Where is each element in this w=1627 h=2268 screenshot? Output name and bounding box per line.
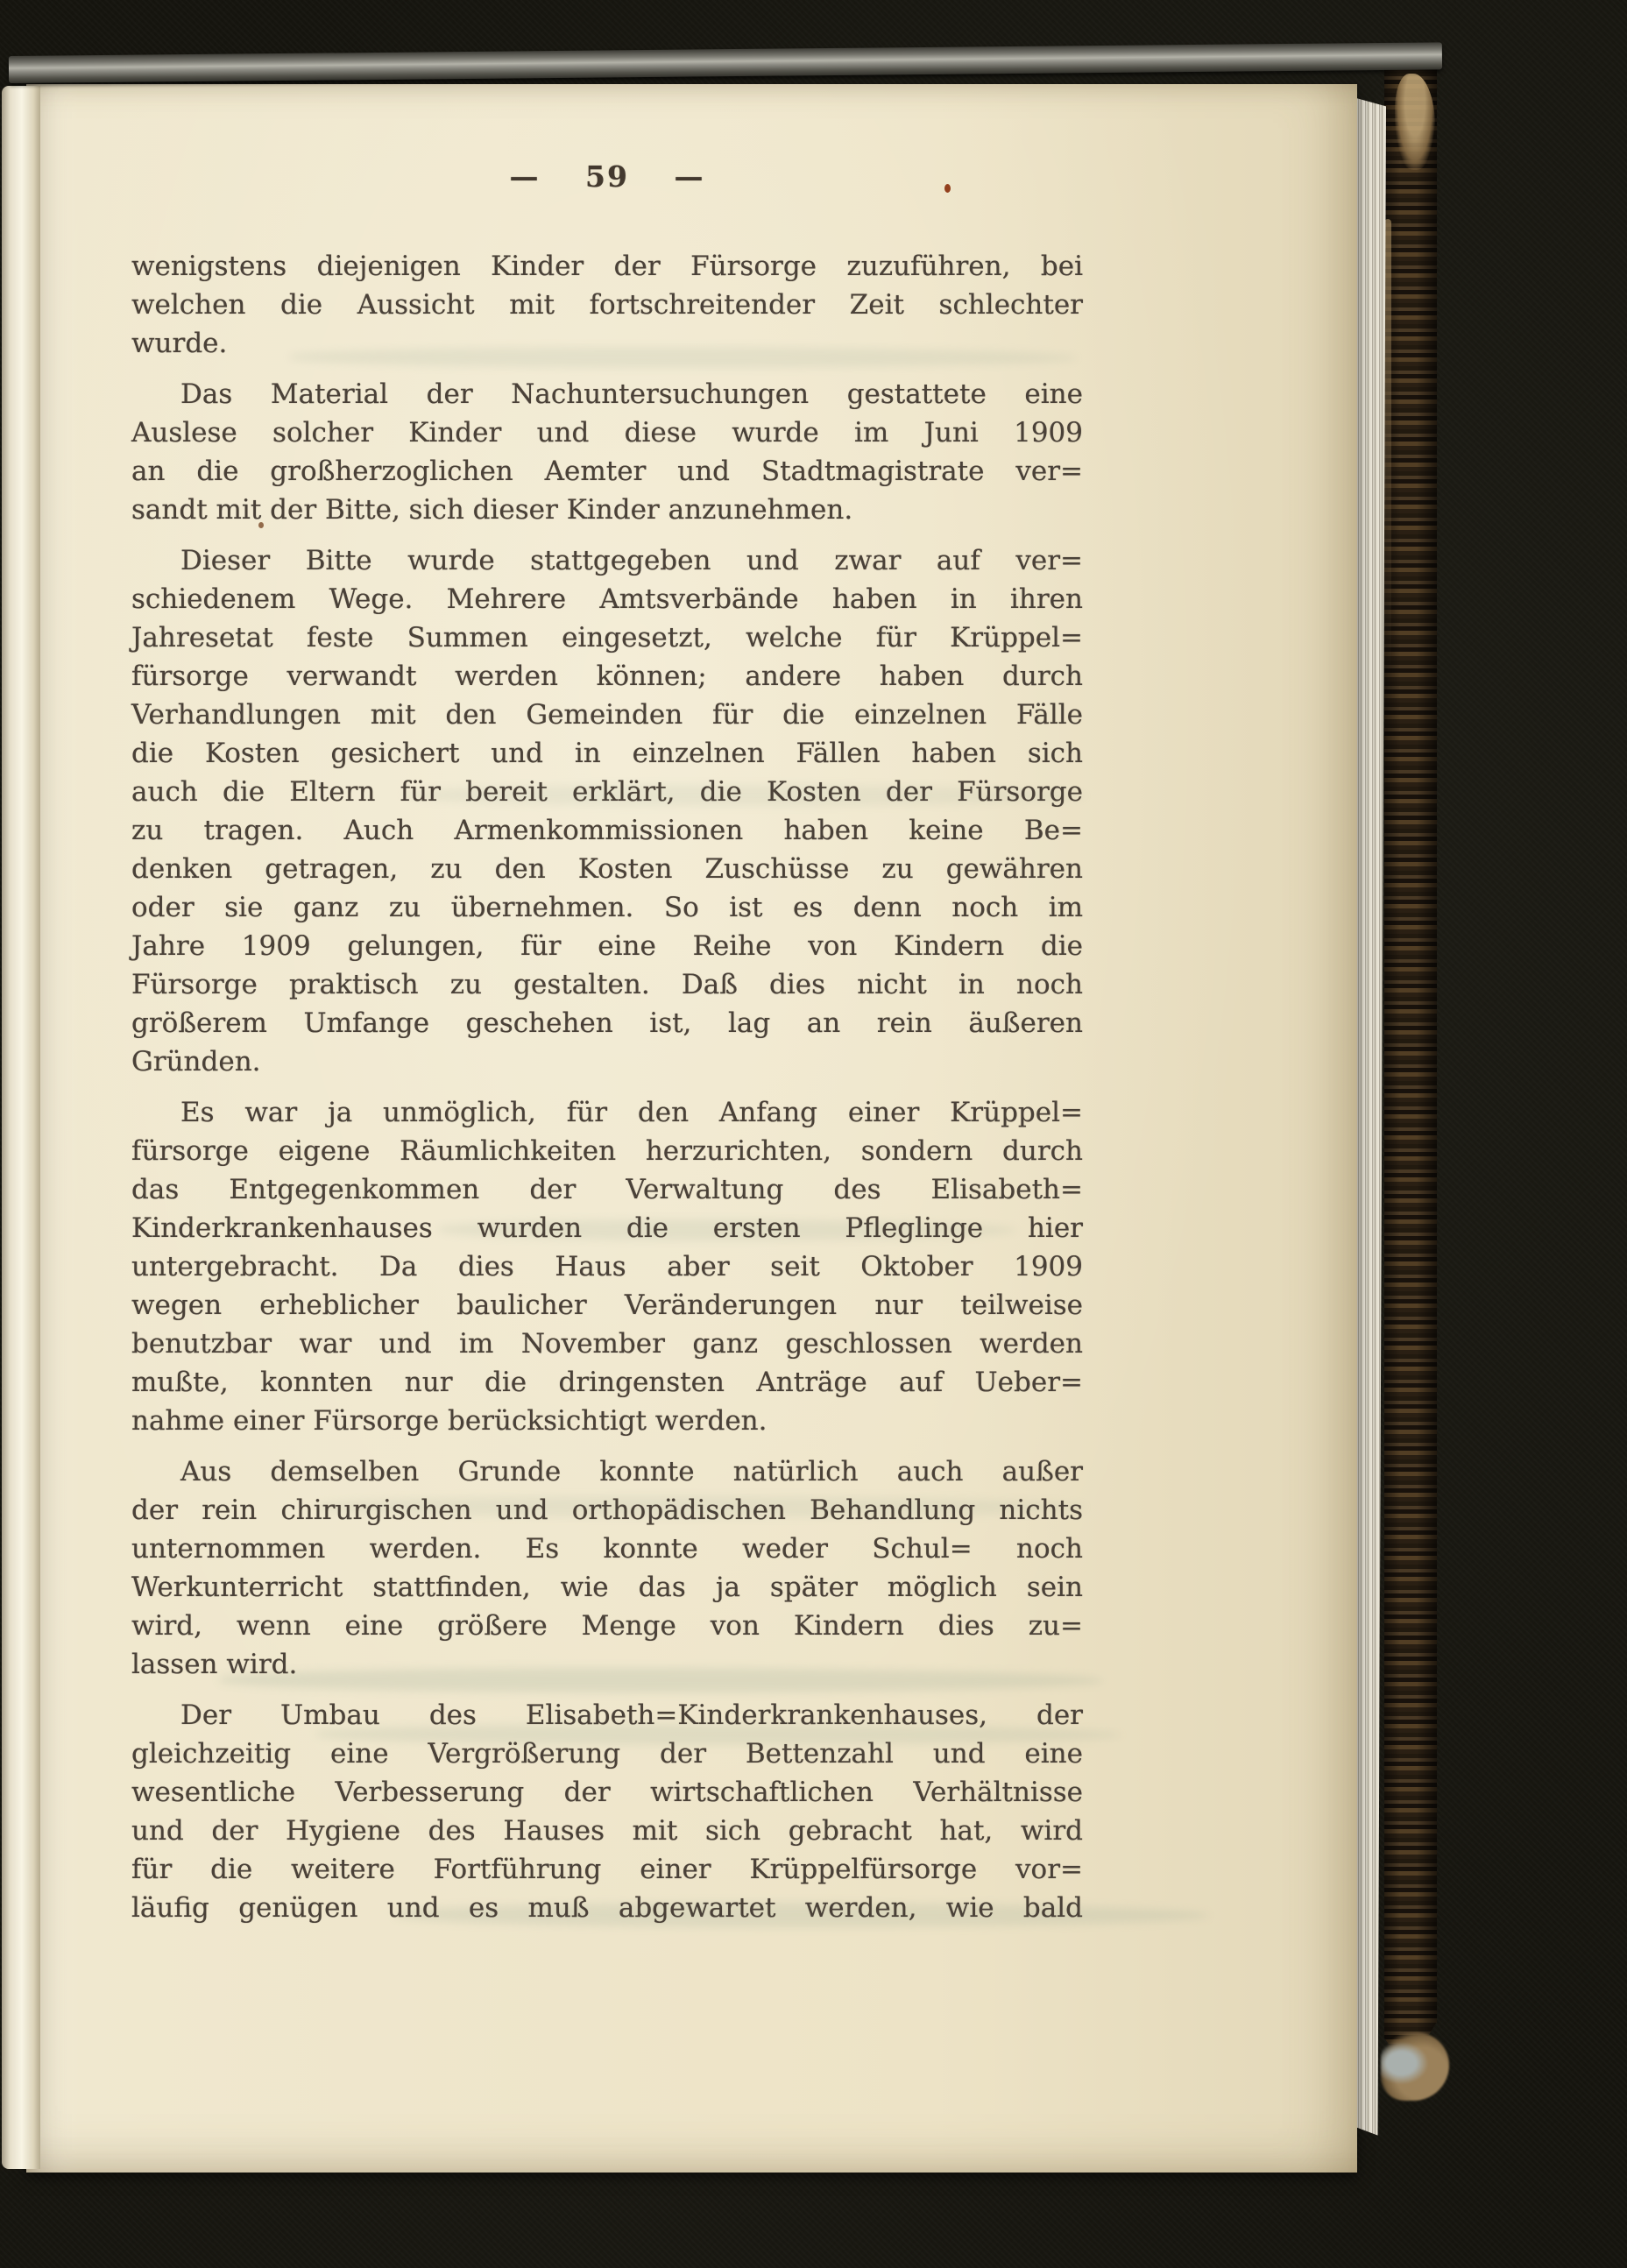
paragraph: [131, 541, 1083, 1081]
text-line: lassen wird.: [131, 1649, 298, 1680]
text-line: größerem Umfange geschehen ist, lag an rein äußeren: [131, 1007, 1083, 1039]
text-line: wesentliche Verbesserung der wirtschaftlichen Verhältnisse: [131, 1777, 1083, 1808]
text-line: Dieser Bitte wurde stattgegeben und zwar auf ver=: [180, 545, 1083, 576]
page-header: [131, 159, 1083, 194]
text-line: fürsorge verwandt werden können; andere haben durch: [131, 661, 1083, 692]
text-line: welchen die Aussicht mit fortschreitender Zeit schlechter: [131, 289, 1083, 321]
text-line: sandt mit der Bitte, sich dieser Kinder anzunehmen.: [131, 494, 853, 526]
cover-board-edge: [1384, 51, 1437, 2074]
text-line: Aus demselben Grunde konnte natürlich auch außer: [180, 1456, 1083, 1487]
page-number: 59: [585, 159, 629, 194]
header-dash-right: —: [674, 159, 705, 194]
text-line: Der Umbau des Elisabeth=Kinderkrankenhauses, der: [180, 1699, 1083, 1731]
text-line: das Entgegenkommen der Verwaltung des Elisabeth=: [131, 1174, 1083, 1205]
text-line: wurde.: [131, 328, 228, 359]
page-stack-edge: [1356, 98, 1386, 2144]
text-line: der rein chirurgischen und orthopädischen Behandlung nichts: [131, 1494, 1083, 1526]
text-line: schiedenem Wege. Mehrere Amtsverbände haben in ihren: [131, 583, 1083, 615]
text-line: denken getragen, zu den Kosten Zuschüsse zu gewähren: [131, 853, 1083, 885]
paragraph: [131, 375, 1083, 529]
paragraph: [131, 247, 1083, 363]
text-line: Gründen.: [131, 1046, 261, 1077]
text-line: Jahre 1909 gelungen, für eine Reihe von Kindern die: [131, 930, 1083, 962]
text-line: wegen erheblicher baulicher Veränderungen nur teilweise: [131, 1289, 1083, 1321]
text-line: Auslese solcher Kinder und diese wurde im Juni 1909: [131, 417, 1083, 449]
text-line: auch die Eltern für bereit erklärt, die Kosten der Fürsorge: [131, 776, 1083, 808]
text-line: Jahresetat feste Summen eingesetzt, welche für Krüppel=: [131, 622, 1083, 654]
cover-board-wear-strip: [1384, 219, 1391, 675]
header-dash-left: —: [509, 159, 541, 194]
text-line: die Kosten gesichert und in einzelnen Fällen haben sich: [131, 738, 1083, 769]
text-line: fürsorge eigene Räumlichkeiten herzurichten, sondern durch: [131, 1135, 1083, 1167]
text-line: untergebracht. Da dies Haus aber seit Oktober 1909: [131, 1251, 1083, 1282]
text-line: wenigstens diejenigen Kinder der Fürsorge zuzuführen, bei: [131, 251, 1083, 282]
text-line: und der Hygiene des Hauses mit sich gebracht hat, wird: [131, 1815, 1083, 1847]
text-line: an die großherzoglichen Aemter und Stadtmagistrate ver=: [131, 456, 1083, 487]
book-cover-top-edge: [9, 42, 1442, 83]
text-line: läufig genügen und es muß abgewartet werden, wie bald: [131, 1892, 1083, 1924]
book-page: [26, 84, 1357, 2173]
text-line: für die weitere Fortführung einer Krüppelfürsorge vor=: [131, 1854, 1083, 1885]
paragraph: [131, 1093, 1083, 1440]
text-line: wird, wenn eine größere Menge von Kindern dies zu=: [131, 1610, 1083, 1642]
text-line: gleichzeitig eine Vergrößerung der Bettenzahl und eine: [131, 1738, 1083, 1770]
text-block: [131, 247, 1083, 1939]
text-line: Verhandlungen mit den Gemeinden für die einzelnen Fälle: [131, 699, 1083, 731]
text-line: Es war ja unmöglich, für den Anfang einer Krüppel=: [180, 1097, 1083, 1128]
paragraph: [131, 1452, 1083, 1684]
text-line: Kinderkrankenhauses wurden die ersten Pfleglinge hier: [131, 1212, 1083, 1244]
text-line: zu tragen. Auch Armenkommissionen haben keine Be=: [131, 815, 1083, 846]
text-line: unternommen werden. Es konnte weder Schul= noch: [131, 1533, 1083, 1565]
text-line: mußte, konnten nur die dringensten Anträge auf Ueber=: [131, 1367, 1083, 1398]
text-line: Werkunterricht stattfinden, wie das ja später möglich sein: [131, 1572, 1083, 1603]
text-line: benutzbar war und im November ganz geschlossen werden: [131, 1328, 1083, 1360]
text-line: Fürsorge praktisch zu gestalten. Daß dies nicht in noch: [131, 969, 1083, 1000]
text-line: Das Material der Nachuntersuchungen gestattete eine: [180, 378, 1083, 410]
paragraph: [131, 1696, 1083, 1927]
text-line: nahme einer Fürsorge berücksichtigt werden.: [131, 1405, 768, 1437]
text-line: oder sie ganz zu übernehmen. So ist es denn noch im: [131, 892, 1083, 923]
worn-corner: [1381, 2032, 1449, 2101]
page-left-curl: [2, 86, 40, 2169]
